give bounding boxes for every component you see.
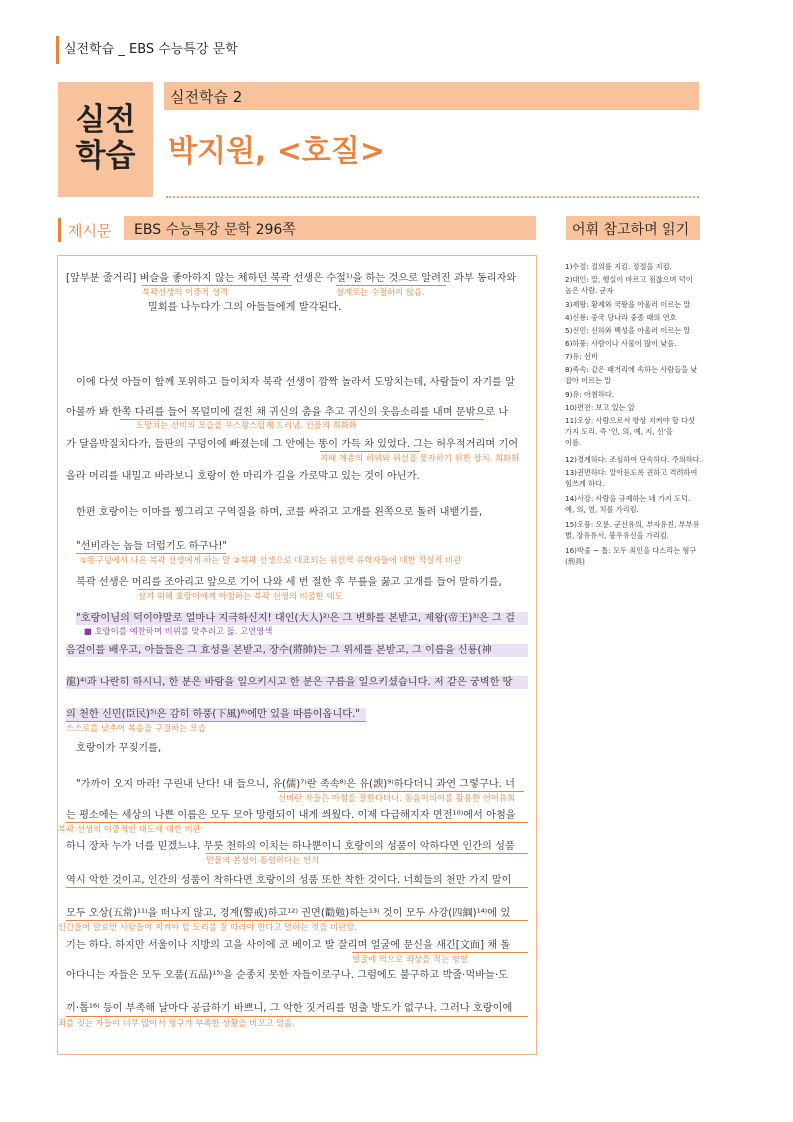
glossary-item: 9)유: 아첨하다.: [565, 390, 615, 399]
glossary-item: 높은 사람. 군자: [565, 286, 614, 295]
passage-line: 한편 호랑이는 이마를 찡그리고 구역질을 하며, 코를 싸쥐고 고개를 왼쪽으로 돌려 내뱉기를,: [76, 507, 483, 518]
underline: [320, 451, 420, 452]
glossary-item: 별, 장유유서, 붕우유신을 가리킴.: [565, 531, 669, 540]
glossary-item: 3)제왕: 황제와 국왕을 아울러 이르는 말: [565, 300, 691, 309]
annotation: ①똥구덩에서 나온 북곽 선생에게 하는 말 ②북곽 선생으로 대표되는 위선적 유학자들에 대한 직설적 비판: [80, 555, 462, 565]
underline: [66, 920, 528, 921]
annotation: 도망치는 선비의 모습을 우스꽝스럽게 드러냄. 인물의 희화화: [136, 420, 357, 430]
glossary-item: 2)대인: 말, 행실이 바르고 점잖으며 덕이: [565, 275, 693, 284]
passage-line: "가까이 오지 마라! 구린내 난다! 내 들으니, 유(儒)⁷⁾란 족속⁸⁾은 유(諛)⁹⁾하다더니 과연 그렇구나. 너: [76, 779, 515, 790]
passage-line: 올라 머리를 내밀고 바라보니 호랑이 한 마리가 길을 가로막고 있는 것이 아닌가.: [66, 471, 420, 482]
glossary-item: 잡아 이르는 말: [565, 376, 612, 385]
glossary-item: 16)박줄 ~ 톱: 모두 죄인을 다스리는 형구: [565, 546, 697, 555]
annotation: 북곽 선생의 이중적인 태도에 대한 비판: [58, 824, 201, 834]
annotation: 살기 위해 호랑이에게 아첨하는 북곽 선생의 비굴한 태도: [138, 591, 343, 601]
annotation: 인간들이 말로만 사람들이 지켜야 할 도리를 잘 따라야 한다고 말하는 것을 비판함.: [58, 922, 357, 932]
passage-box: [57, 255, 537, 1055]
source-text: EBS 수능특강 문학 296쪽: [134, 222, 296, 238]
annotation: 만물의 본성이 동일하다는 인식: [206, 855, 320, 865]
underline: [336, 285, 446, 286]
annotation: 죄를 짓는 자들이 너무 많아서 형구가 부족한 상황을 비꼬고 있음.: [58, 1018, 295, 1028]
underline: [66, 721, 366, 722]
glossary-item: 7)유: 선비: [565, 352, 598, 361]
title-divider: [166, 196, 699, 198]
passage-line: 가 달음박질치다가, 들판의 구덩이에 빠졌는데 그 안에는 똥이 가득 차 있었다. 그는 허우적거리며 기어: [66, 439, 519, 450]
underline: [278, 791, 524, 792]
underline: [352, 952, 528, 953]
annotation: 실제로는 수절하지 않음.: [336, 287, 425, 297]
passage-line: "선비라는 놈들 더럽기도 하구나!": [76, 541, 228, 552]
passage-line: 호랑이가 꾸짖기를,: [76, 743, 162, 754]
passage-line: 기는 하다. 하지만 서울이나 지방의 고을 사이에 코 베이고 발 잘리며 얼굴에 문신을 새긴[文面] 채 돌: [66, 940, 511, 951]
annotation: 북곽선생의 이중적 성격: [142, 287, 229, 297]
annotation: 얼굴에 먹으로 죄상을 적는 형벌: [352, 954, 468, 964]
glossary-item: 1)수절: 절의를 지킴. 정절을 지킴.: [565, 262, 672, 271]
badge-line-1: 실전: [75, 102, 136, 138]
section-badge: [58, 82, 153, 197]
underline: [66, 1016, 528, 1017]
glossary-item: 예, 의, 염, 치를 가리킴.: [565, 505, 639, 514]
passage-line: "호랑이님의 덕이야말로 얼마나 지극하신지! 대인(大人)²⁾은 그 변화를 본받고, 제왕(帝王)³⁾은 그 걸: [76, 612, 528, 625]
passage-line: 밀회를 나누다가 그의 아들들에게 발각된다.: [148, 302, 342, 313]
annotation: ■ 호랑이를 예찬하며 비위를 맞추려고 듦. 고언영색: [84, 626, 273, 636]
passage-line: 역시 악한 것이고, 인간의 성품이 착하다면 호랑이의 성품 또한 착한 것이다. 너희들의 천만 가지 말이: [66, 875, 512, 886]
annotation: 지배 계층의 허위와 위선을 풍자하기 위한 장치. 희화화: [320, 453, 520, 463]
annotation: 스스로를 낮추어 복송을 구걸하는 모습: [66, 723, 207, 733]
underline: [76, 553, 226, 554]
section-label: 제시문: [68, 222, 112, 240]
glossary-item: 10)면전: 보고 있는 앞: [565, 403, 635, 412]
passage-line: 龍)⁴⁾과 나란히 하시니, 한 분은 바람을 일으키시고 한 분은 구름을 일으키셨습니다. 저 같은 궁벽한 땅: [66, 676, 528, 689]
underline: [142, 285, 292, 286]
glossary-item: 11)오상: 사람으로서 항상 지켜야 할 다섯: [565, 416, 695, 425]
passage-line: 끼·톱¹⁶⁾ 등이 부족해 날마다 공급하기 바쁘니, 그 악한 짓거리를 멈출 방도가 없구나. 그러나 호랑이에: [66, 1003, 513, 1014]
subtitle-bar: [164, 82, 699, 110]
underline: [206, 853, 528, 854]
passage-line: 는 평소에는 세상의 나쁜 이름은 모두 모아 망령되이 내게 씌웠다. 이제 다급해지자 면전¹⁰⁾에서 아첨을: [66, 810, 516, 821]
glossary-item: 14)사강: 사람을 규제하는 네 가지 도덕.: [565, 494, 691, 503]
passage-line: 아다니는 자들은 모두 오품(五品)¹⁵⁾을 순종치 못한 자들이로구나. 그럼에도 불구하고 박줄·먹바늘·도: [66, 970, 508, 981]
glossary-item: (刑具): [565, 557, 585, 566]
passage-line: 의 천한 신민(臣民)⁵⁾은 감히 하풍(下風)⁶⁾에만 있을 따름이옵니다.": [66, 708, 366, 721]
passage-line: 북곽 선생은 머리를 조아리고 앞으로 기어 나와 세 번 절한 후 무릎을 꿇고 고개를 들어 말하기를,: [76, 577, 502, 588]
glossary-item: 8)족속: 같은 패거리에 속하는 사람들을 낮: [565, 365, 698, 374]
glossary-item: 12)경계하다: 조심하여 단속하다. 주의하다.: [565, 455, 702, 464]
passage-line: 이에 다섯 아들이 함께 포위하고 들이치자 북곽 선생이 깜짝 놀라서 도망치는데, 사람들이 자기를 알: [76, 377, 515, 388]
glossary-item: 15)오품: 오륜. 군신유의, 부자유친, 부부유: [565, 520, 700, 529]
glossary-item: 힘쓰게 하다.: [565, 479, 605, 488]
subtitle: 실전학습 2: [170, 88, 243, 106]
glossary-item: 6)하풍: 사람이나 사물이 많이 낮음.: [565, 339, 677, 348]
glossary-item: 가지 도리. 즉 '인, 의, 예, 지, 신'을: [565, 427, 673, 436]
breadcrumb-accent: [56, 36, 59, 64]
page-title: 박지원, <호질>: [168, 134, 386, 169]
badge-line-2: 학습: [75, 138, 136, 174]
breadcrumb: 실전학습 _ EBS 수능특강 문학: [64, 42, 238, 57]
glossary-item: 4)신룡: 중국 당나라 중종 때의 연호: [565, 313, 677, 322]
glossary-item: 5)신민: 신하와 백성을 아울러 이르는 말: [565, 326, 691, 335]
glossary-item: 이름.: [565, 438, 582, 447]
underline: [66, 887, 528, 888]
annotation: 선비란 자들은 아첨을 잘한다더니. 동음이의어를 활용한 언어유희: [278, 793, 516, 803]
glossary-title: 어휘 참고하며 읽기: [572, 222, 690, 238]
underline: [138, 589, 288, 590]
glossary-item: 13)권면하다: 알아듣도록 권하고 격려하여: [565, 468, 698, 477]
section-accent: [58, 218, 61, 242]
passage-line: 아볼까 봐 한쪽 다리를 들어 목덜미에 걸친 채 귀신의 춤을 추고 귀신의 웃음소리를 내며 문밖으로 나: [66, 407, 509, 418]
underline: [66, 822, 528, 823]
passage-line: 하니 장차 누가 너를 믿겠느냐. 무릇 천하의 이치는 하나뿐이니 호랑이의 성품이 악하다면 인간의 성품: [66, 841, 515, 852]
passage-line: [앞부분 줄거리] 벼슬을 좋아하지 않는 체하던 북곽 선생은 수절¹⁾을 하는 것으로 알려진 과부 동리자와: [66, 273, 517, 284]
underline: [120, 419, 484, 420]
passage-line: 음걸이를 배우고, 아들들은 그 효성을 본받고, 장수(將帥)는 그 위세를 본받고, 그 이름을 신룡(神: [66, 644, 528, 657]
passage-line: 모두 오상(五常)¹¹⁾을 떠나지 않고, 경계(警戒)하고¹²⁾ 권면(勸勉)하는¹³⁾ 것이 모두 사강(四綱)¹⁴⁾에 있: [66, 908, 511, 919]
